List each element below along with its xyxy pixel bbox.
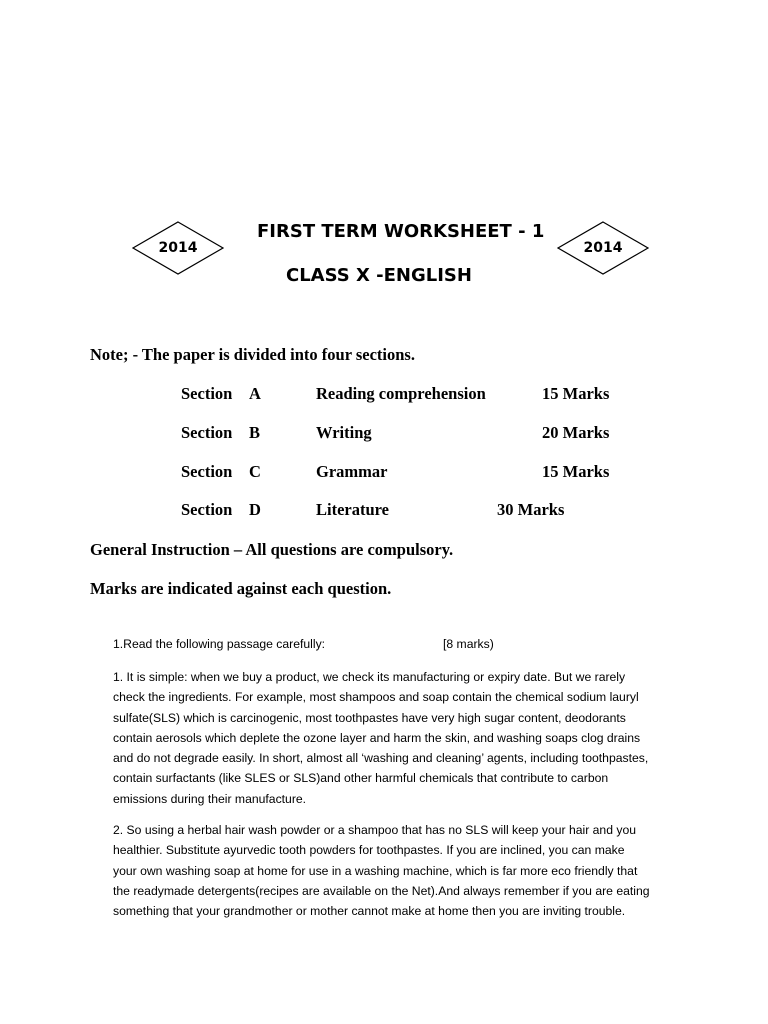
year-right: 2014 (583, 240, 623, 256)
note-text: Note; - The paper is divided into four sections. (90, 345, 415, 364)
section-marks: 15 Marks (542, 462, 610, 481)
section-marks: 20 Marks (542, 423, 610, 442)
passage-line: something that your grandmother or mother cannot make at home then you are inviting trouble. (113, 904, 626, 919)
passage-paragraph-1 (113, 667, 683, 809)
section-name: Writing (316, 423, 372, 442)
general-instruction: General Instruction – All questions are compulsory. (90, 540, 454, 559)
passage-line: emissions during their manufacture. (113, 791, 307, 806)
section-name: Reading comprehension (316, 384, 486, 403)
section-label: Section (181, 423, 233, 442)
passage-paragraph-2 (113, 820, 683, 921)
section-row (0, 500, 768, 522)
section-letter: A (249, 384, 261, 403)
section-marks: 15 Marks (542, 384, 610, 403)
question-text: 1.Read the following passage carefully: (113, 637, 326, 651)
year-left: 2014 (158, 240, 198, 256)
question-marks: [8 marks) (443, 637, 494, 651)
passage-line: the readymade detergents(recipes are available on the Net).And always remember if you are eating (113, 883, 650, 898)
passage-line: your own washing soap at home for use in a washing machine, which is far more eco friendly that (113, 863, 638, 878)
marks-indicated-text: Marks are indicated against each question. (90, 579, 392, 598)
section-letter: C (249, 462, 261, 481)
section-label: Section (181, 462, 233, 481)
section-letter: D (249, 500, 261, 519)
section-name: Grammar (316, 462, 388, 481)
worksheet-title: FIRST TERM WORKSHEET - 1 (257, 221, 545, 242)
passage-line: check the ingredients. For example, most shampoos and soap contain the chemical sodium lauryl (113, 690, 639, 705)
year-badge-right (557, 221, 649, 275)
passage-line: 1. It is simple: when we buy a product, we check its manufacturing or expiry date. But we rarely (113, 670, 626, 684)
passage-line: sulfate(SLS) which is carcinogenic, most toothpastes have very high sugar content, deodorants (113, 710, 626, 725)
section-label: Section (181, 384, 233, 403)
class-subtitle: CLASS X -ENGLISH (286, 265, 472, 286)
passage-line: and do not degrade easily. In short, almost all ‘washing and cleaning’ agents, including toothpastes, (113, 751, 649, 766)
year-badge-left (132, 221, 224, 275)
section-name: Literature (316, 500, 390, 519)
passage-line: 2. So using a herbal hair wash powder or a shampoo that has no SLS will keep your hair and you (113, 823, 637, 837)
section-row (0, 384, 768, 406)
section-label: Section (181, 500, 233, 519)
section-letter: B (249, 423, 261, 442)
passage-line: healthier. Substitute ayurvedic tooth powders for toothpastes. If you are inclined, you can make (113, 843, 625, 858)
passage-line: contain aerosols which deplete the ozone layer and harm the skin, and washing soaps clog drains (113, 730, 641, 745)
section-row (0, 423, 768, 445)
section-marks: 30 Marks (497, 500, 565, 519)
section-row (0, 462, 768, 484)
passage-line: contain surfactants (like SLES or SLS)and other harmful chemicals that contribute to carbon (113, 771, 609, 786)
